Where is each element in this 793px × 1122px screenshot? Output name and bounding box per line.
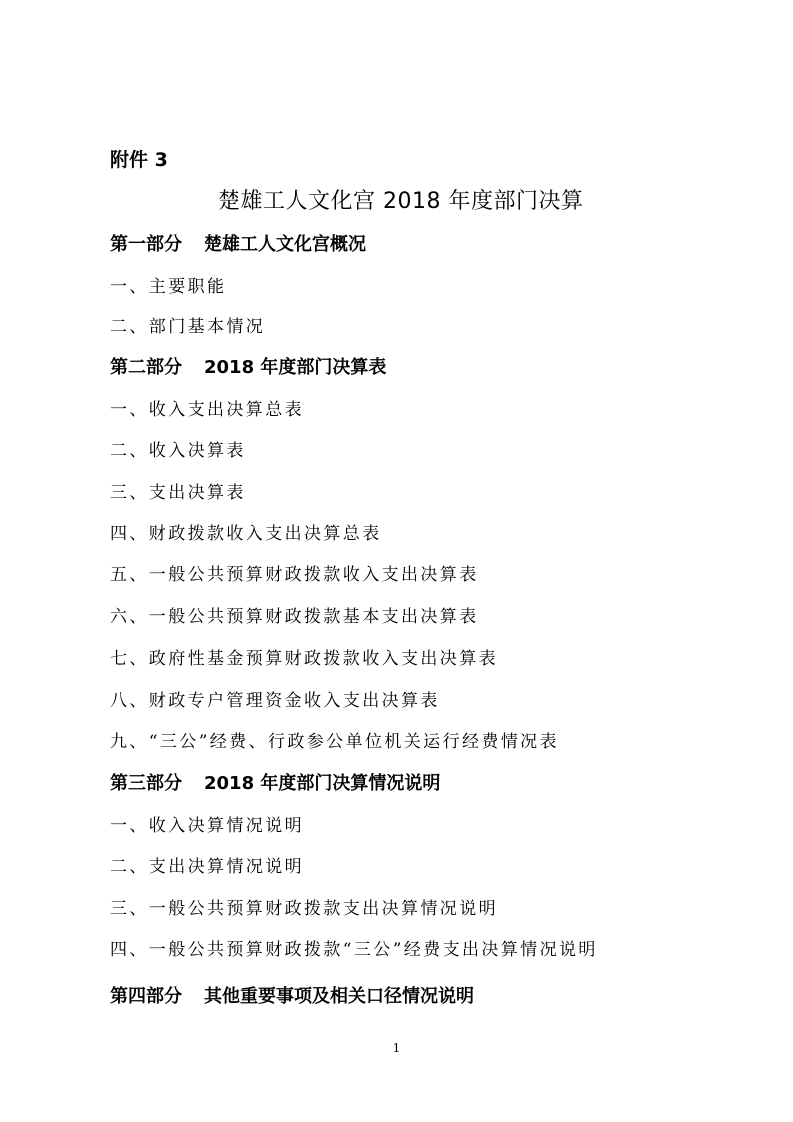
part-2-number: 第二部分 [110,357,182,378]
part-3-heading [110,769,440,799]
part-4-number: 第四部分 [110,986,182,1007]
part-1-title: 楚雄工人文化宫概况 [204,234,366,255]
part-2-heading [110,353,386,383]
toc-item: 四、财政拨款收入支出决算总表 [110,524,382,544]
toc-item: 二、支出决算情况说明 [110,857,304,877]
part-4-title: 其他重要事项及相关口径情况说明 [204,986,474,1007]
toc-item: 四、一般公共预算财政拨款“三公”经费支出决算情况说明 [110,940,598,960]
toc-item: 九、“三公”经费、行政参公单位机关运行经费情况表 [110,732,559,752]
attachment-label: 附件 3 [110,149,168,171]
part-1-heading [110,230,366,260]
document-title: 楚雄工人文化宫 2018 年度部门决算 [218,189,584,214]
toc-item: 二、收入决算表 [110,441,246,461]
toc-item: 一、主要职能 [110,277,227,297]
part-4-heading [110,982,474,1012]
toc-item: 六、一般公共预算财政拨款基本支出决算表 [110,607,479,627]
toc-item: 三、一般公共预算财政拨款支出决算情况说明 [110,899,498,919]
toc-item: 一、收入决算情况说明 [110,816,304,836]
toc-item: 五、一般公共预算财政拨款收入支出决算表 [110,565,479,585]
part-3-number: 第三部分 [110,773,182,794]
toc-item: 一、收入支出决算总表 [110,400,304,420]
part-3-title: 2018 年度部门决算情况说明 [204,773,441,794]
toc-item: 七、政府性基金预算财政拨款收入支出决算表 [110,649,498,669]
toc-item: 二、部门基本情况 [110,317,266,337]
part-2-title: 2018 年度部门决算表 [204,357,387,378]
toc-item: 三、支出决算表 [110,483,246,503]
part-1-number: 第一部分 [110,234,182,255]
page-number: 1 [392,1041,401,1055]
toc-item: 八、财政专户管理资金收入支出决算表 [110,691,440,711]
